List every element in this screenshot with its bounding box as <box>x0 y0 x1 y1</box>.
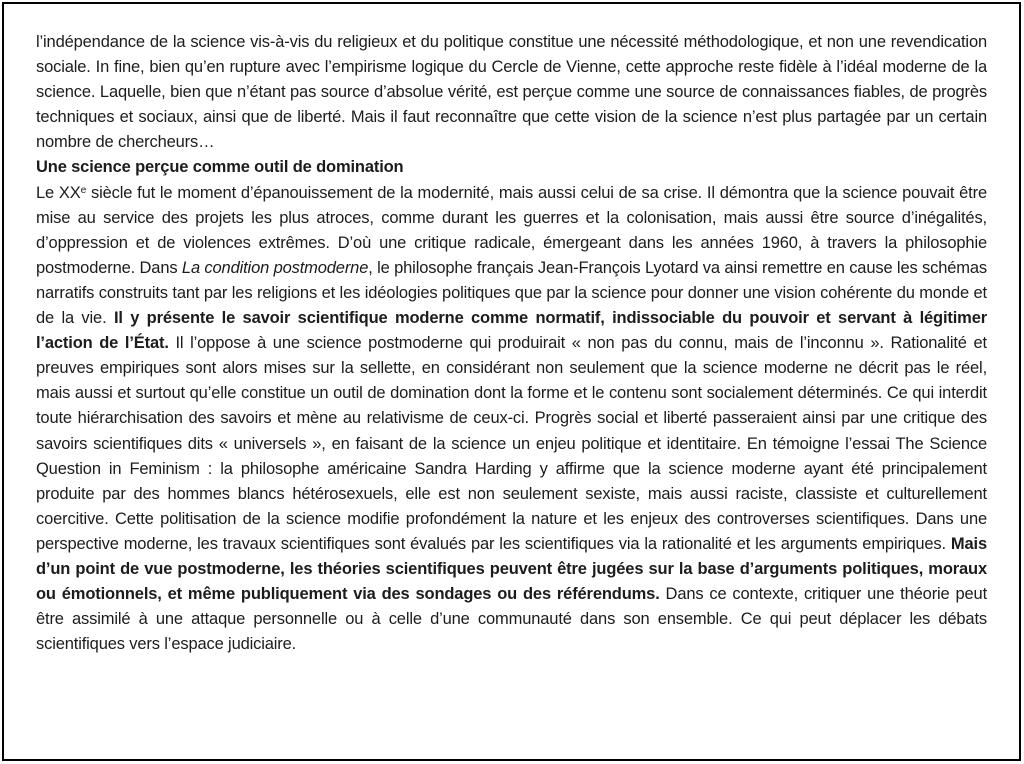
text-run: l’indépendance de la science vis-à-vis du religieux et du politique constitue une nécessité méthodologique, et non une revendication sociale. In fine, bien qu’en rupture avec l’empirisme logique du Cercle de Vienne, cette approche reste fidèle à l’idéal moderne de la science. Laquelle, bien que n’étant pas source d’absolue vérité, est perçue comme une source de connaissances fiables, de progrès techniques et sociaux, ainsi que de liberté. Mais il faut reconnaître que cette vision de la science n’est plus partagée par un certain nombre de chercheurs… <box>36 33 987 152</box>
page-border <box>2 2 1021 761</box>
text-run: Le XX <box>36 183 81 202</box>
text-run: La condition postmoderne <box>181 258 369 277</box>
text-run: , le philosophe français Jean-François Lyotard va ainsi remettre en cause les schémas narratifs construits tant par les religions et les idéologies politiques que par la science pour donner une vision cohérente du monde et de la vie. <box>36 258 987 328</box>
paragraph <box>36 30 987 155</box>
text-run: Mais d’un point de vue postmoderne, les théories scientifiques peuvent être jugées sur la base d’arguments politiques, moraux ou émotionnels, et même publiquement via des sondages ou des référendums. <box>36 534 987 604</box>
document-body <box>36 30 987 755</box>
text-run: siècle fut le moment d’épanouissement de la modernité, mais aussi celui de sa crise. Il démontra que la science pouvait être mise au service des projets les plus atroces, comme durant les guerres et la colonisation, mais aussi être source d’inégalités, d’oppression et de violences extrêmes. D’où une critique radicale, émergeant dans les années 1960, à travers la philosophie postmoderne. Dans <box>36 183 987 277</box>
paragraph <box>36 181 987 658</box>
section-heading <box>36 155 987 180</box>
text-run: Il l’oppose à une science postmoderne qui produirait « non pas du connu, mais de l’inconnu ». Rationalité et preuves empiriques sont alors mises sur la sellette, en considérant non seulement que la science moderne ne décrit pas le réel, mais aussi et surtout qu’elle constitue un outil de domination dont la forme et le contenu sont socialement déterminés. Ce qui interdit toute hiérarchisation des savoirs et mène au relativisme de ceux-ci. Progrès social et liberté passeraient ainsi par une critique des savoirs scientifiques dits « universels », en faisant de la science un enjeu politique et identitaire. En témoigne l’essai The Science Question in Feminism : la philosophe américaine Sandra Harding y affirme que la science moderne ayant été principalement produite par des hommes blancs hétérosexuels, elle est non seulement sexiste, mais aussi raciste, classiste et culturellement coercitive. Cette politisation de la science modifie profondément la nature et les enjeux des controverses scientifiques. Dans une perspective moderne, les travaux scientifiques sont évalués par les scientifiques via la rationalité et les arguments empiriques. <box>36 334 987 553</box>
text-run: Il y présente le savoir scientifique moderne comme normatif, indissociable du pouvoir et servant à légitimer l’action de l’État. <box>36 309 987 353</box>
text-run: Dans ce contexte, critiquer une théorie peut être assimilé à une attaque personnelle ou à celle d’une communauté dans son ensemble. Ce qui peut déplacer les débats scientifiques vers l’espace judiciaire. <box>36 585 987 654</box>
text-run: Une science perçue comme outil de domination <box>36 158 404 177</box>
text-run: e <box>80 185 87 197</box>
